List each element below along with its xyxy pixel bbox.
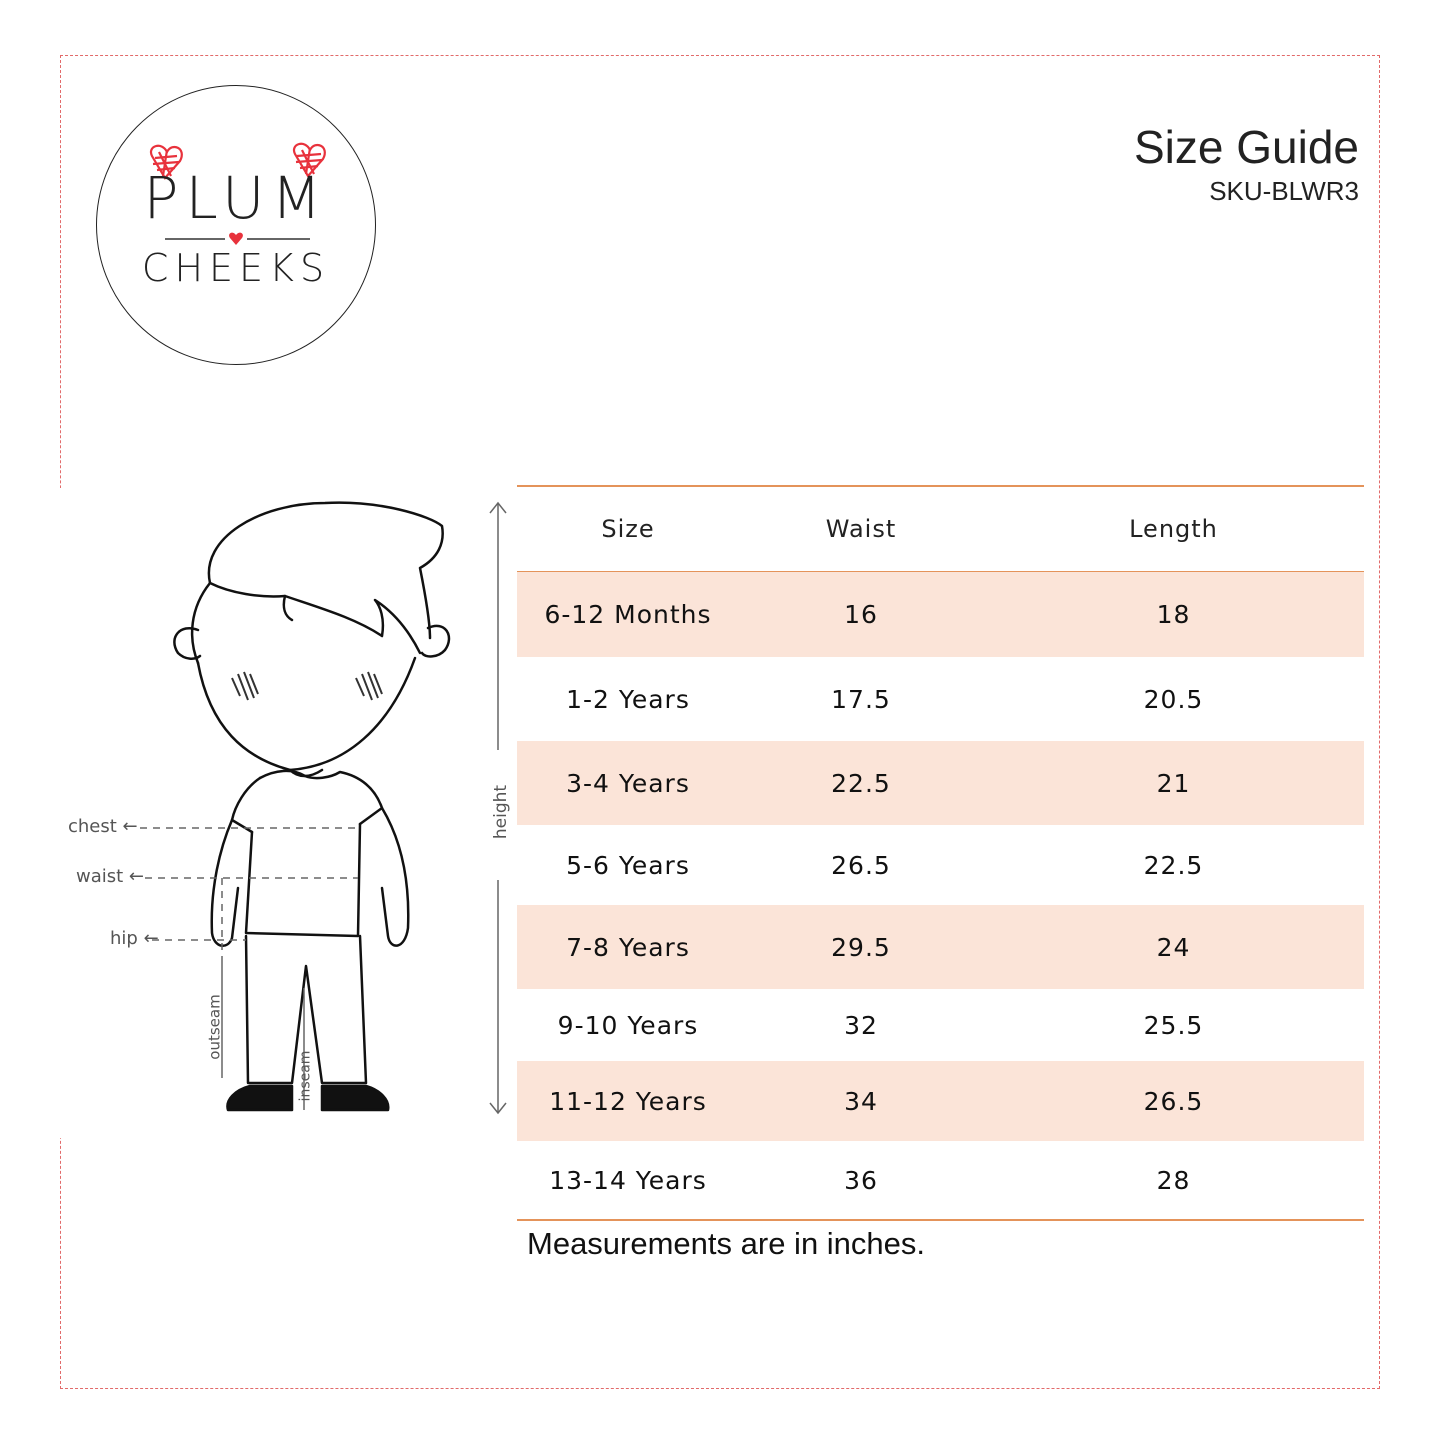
- table-row: [517, 905, 1364, 989]
- child-illustration: [60, 488, 530, 1138]
- table-header-row: [517, 487, 1364, 571]
- cell-length: 22.5: [1143, 850, 1204, 880]
- table-row: [517, 741, 1364, 825]
- height-label: height: [491, 784, 512, 840]
- cell-size: 5-6 Years: [566, 850, 690, 880]
- page-title: Size Guide: [1133, 121, 1359, 173]
- cell-size: 1-2 Years: [566, 684, 690, 714]
- inseam-label: inseam: [297, 1050, 314, 1102]
- measurement-note: Measurements are in inches.: [527, 1226, 926, 1261]
- table-row: [517, 657, 1364, 741]
- size-table: [517, 485, 1364, 1221]
- brand-logo: [96, 85, 376, 365]
- header-size: Size: [601, 514, 655, 543]
- cell-waist: 17.5: [831, 684, 891, 714]
- table-row: [517, 989, 1364, 1061]
- cell-size: 3-4 Years: [566, 768, 690, 798]
- header-length: Length: [1129, 514, 1218, 543]
- cell-waist: 29.5: [831, 932, 891, 962]
- sku-label: SKU-BLWR3: [1209, 176, 1359, 206]
- chest-label: chest ←: [68, 816, 138, 837]
- cell-waist: 36: [844, 1165, 878, 1195]
- cell-size: 7-8 Years: [566, 932, 690, 962]
- cell-length: 25.5: [1143, 1010, 1204, 1040]
- cell-length: 18: [1156, 600, 1191, 629]
- cell-size: 6-12 Months: [544, 600, 712, 629]
- logo-text-cheeks: CHEEKS: [141, 246, 331, 290]
- logo-text-plum: PLUM: [143, 164, 329, 232]
- cell-length: 26.5: [1143, 1086, 1204, 1116]
- cell-length: 24: [1156, 932, 1191, 962]
- cell-size: 13-14 Years: [549, 1165, 707, 1195]
- cell-waist: 32: [844, 1010, 878, 1040]
- table-row: [517, 572, 1364, 657]
- cell-waist: 22.5: [831, 768, 891, 798]
- table-row: [517, 1061, 1364, 1141]
- hip-label: hip ←: [110, 928, 159, 949]
- cell-waist: 34: [844, 1086, 878, 1116]
- cell-length: 20.5: [1143, 684, 1204, 714]
- header-waist: Waist: [825, 514, 897, 543]
- cell-length: 28: [1156, 1165, 1191, 1195]
- table-bottom-rule: [517, 1219, 1364, 1221]
- title-block: [1134, 118, 1359, 207]
- outseam-label: outseam: [205, 994, 224, 1060]
- cell-waist: 26.5: [831, 850, 891, 880]
- cell-length: 21: [1156, 768, 1191, 798]
- cell-size: 9-10 Years: [557, 1010, 699, 1040]
- cell-size: 11-12 Years: [549, 1086, 707, 1116]
- table-row: [517, 1141, 1364, 1219]
- measurement-figure: [60, 488, 530, 1138]
- table-row: [517, 825, 1364, 905]
- cell-waist: 16: [844, 600, 878, 629]
- waist-label: waist ←: [76, 866, 145, 887]
